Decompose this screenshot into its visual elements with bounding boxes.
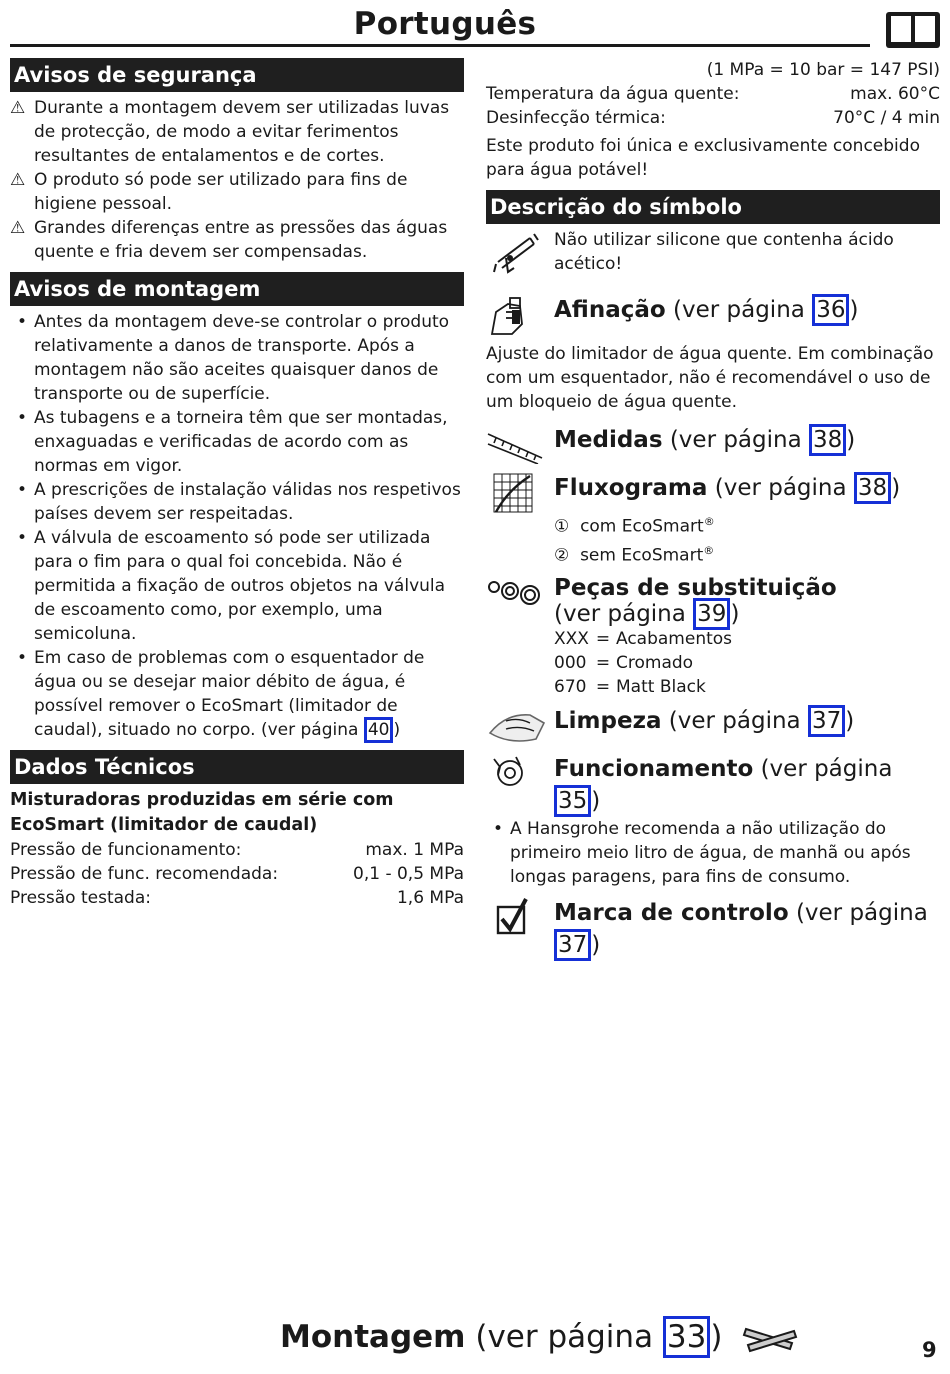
list-item: • As tubagens e a torneira têm que ser montadas, enxaguadas e verificadas de acordo com as normas em vigor. <box>10 406 464 478</box>
spec-row: Pressão de funcionamento: max. 1 MPa <box>10 840 464 860</box>
ruler-icon <box>486 424 554 464</box>
control-title: Marca de controlo (ver página 37 ) <box>554 897 940 961</box>
pressure-note: (1 MPa = 10 bar = 147 PSI) <box>706 60 940 80</box>
mounting-heading: Avisos de montagem <box>10 272 464 306</box>
mounting-list <box>10 310 464 742</box>
page-link-37[interactable]: 37 <box>808 705 845 737</box>
operation-title: Funcionamento (ver página 35 ) <box>554 753 940 817</box>
parts-symbol <box>486 575 940 699</box>
flow-chart-icon <box>486 472 554 516</box>
parts-page: (ver página 39 ) <box>554 601 940 627</box>
flow-item: ② sem EcoSmart® <box>554 543 715 566</box>
spec-row: Pressão de func. recomendada: 0,1 - 0,5 MPa <box>10 864 464 884</box>
flow-symbol <box>486 472 940 567</box>
operation-list <box>486 817 940 889</box>
page-link-36[interactable]: 36 <box>812 294 849 326</box>
tech-heading: Dados Técnicos <box>10 750 464 784</box>
silicone-gun-icon <box>486 228 554 280</box>
adjust-hand-icon <box>486 294 554 338</box>
spec-row: Desinfecção térmica: 70°C / 4 min <box>486 108 940 128</box>
cleaning-hand-icon <box>486 705 554 745</box>
potable-note: Este produto foi única e exclusivamente concebido para água potável! <box>486 136 920 180</box>
page-link-35[interactable]: 35 <box>554 785 591 817</box>
left-column <box>10 58 464 910</box>
safety-warning: ⚠ Durante a montagem devem ser utilizadas luvas de protecção, de modo a evitar ferimentos resultantes de entalamentos e de cortes. <box>10 98 450 166</box>
safety-warning: ⚠ Grandes diferenças entre as pressões das águas quente e fria devem ser compensadas. <box>10 218 448 262</box>
list-item: • Antes da montagem deve-se controlar o produto relativamente a danos de transporte. Após a montagem não são aceites quaisquer danos de transporte ou de superfície. <box>10 310 464 406</box>
parts-row: XXX = Acabamentos <box>554 629 733 650</box>
list-item: • A Hansgrohe recomenda a não utilização do primeiro meio litro de água, de manhã ou após longas paragens, para fins de consumo. <box>486 817 940 889</box>
warning-triangle-icon: ⚠ <box>10 170 26 190</box>
checkbox-icon <box>486 897 554 937</box>
page-link-40[interactable]: 40 <box>364 717 394 743</box>
warning-triangle-icon: ⚠ <box>10 98 26 118</box>
tech-subheading: Misturadoras produzidas em série com EcoSmart (limitador de caudal) <box>10 790 394 835</box>
footer-mounting: Montagem (ver página 33 ) <box>280 1314 800 1364</box>
operation-hand-icon <box>486 753 554 789</box>
silicone-note: Não utilizar silicone que contenha ácido acético! <box>554 230 894 274</box>
title-rule <box>10 44 870 47</box>
measures-symbol <box>486 424 940 464</box>
parts-row: 670 = Matt Black <box>554 677 706 698</box>
page-number: 9 <box>922 1338 937 1362</box>
symbols-heading: Descrição do símbolo <box>486 190 940 224</box>
page-link-37[interactable]: 37 <box>554 929 591 961</box>
wrench-icon <box>742 1323 800 1355</box>
safety-heading: Avisos de segurança <box>10 58 464 92</box>
parts-row: 000 = Cromado <box>554 653 694 674</box>
spec-row: Temperatura da água quente: max. 60°C <box>486 84 940 104</box>
page-link-33[interactable]: 33 <box>663 1316 710 1358</box>
page-link-38[interactable]: 38 <box>809 424 846 456</box>
spare-parts-icon <box>486 575 554 611</box>
list-item: • A válvula de escoamento só pode ser utilizada para o fim para o qual foi concebida. Não é permitida a fixação de outros objetos na válvula de escoamento como, por exemplo, uma semicoluna. <box>10 526 464 646</box>
safety-warning: ⚠ O produto só pode ser utilizado para fins de higiene pessoal. <box>10 170 408 214</box>
page-link-39[interactable]: 39 <box>693 598 730 630</box>
flow-item: ① com EcoSmart® <box>554 515 715 537</box>
list-item: • Em caso de problemas com o esquentador de água ou se desejar maior débito de água, é possível remover o EcoSmart (limitador de caudal), situado no corpo. (ver página 40 ) <box>10 646 464 742</box>
warning-triangle-icon: ⚠ <box>10 218 26 238</box>
right-column <box>486 58 940 961</box>
parts-title: Peças de substituição <box>554 575 837 602</box>
silicone-symbol <box>486 228 940 280</box>
page-link-38[interactable]: 38 <box>854 472 891 504</box>
spec-row: Pressão testada: 1,6 MPa <box>10 888 464 908</box>
adjust-text: Ajuste do limitador de água quente. Em combinação com um esquentador, não é recomendável o uso de um bloqueio de água quente. <box>486 344 934 412</box>
cleaning-title: Limpeza (ver página 37 ) <box>554 705 940 737</box>
adjust-title: Afinação (ver página 36 ) <box>554 294 940 326</box>
page-header <box>10 0 940 52</box>
control-symbol <box>486 897 940 961</box>
list-item: • A prescrições de instalação válidas nos respetivos países devem ser respeitadas. <box>10 478 464 526</box>
operation-symbol <box>486 753 940 817</box>
book-icon <box>884 10 942 50</box>
flow-title: Fluxograma (ver página 38 ) <box>554 472 940 504</box>
adjust-symbol <box>486 294 940 338</box>
page-title: Português <box>353 6 537 42</box>
measures-title: Medidas (ver página 38 ) <box>554 424 940 456</box>
cleaning-symbol <box>486 705 940 745</box>
